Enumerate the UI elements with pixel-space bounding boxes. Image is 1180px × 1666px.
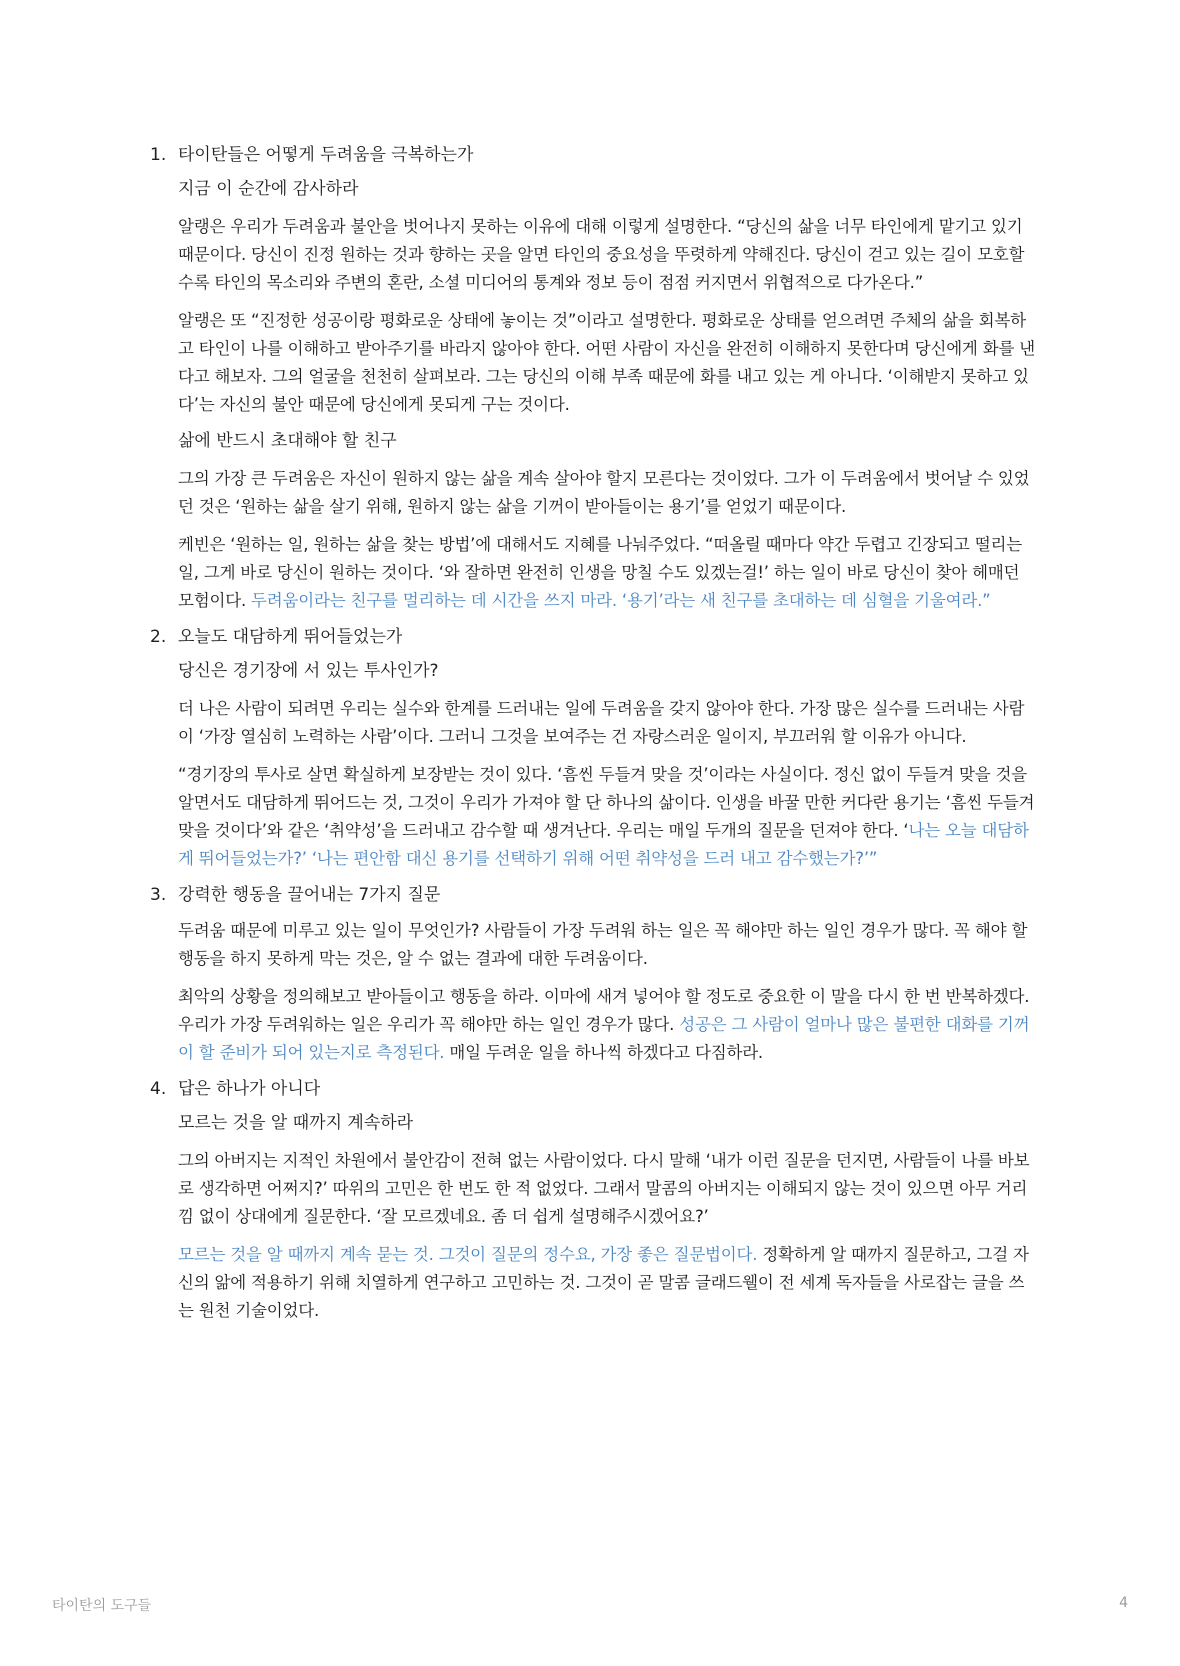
subheading: 삶에 반드시 초대해야 할 친구 bbox=[178, 431, 397, 451]
paragraph bbox=[178, 1241, 1040, 1325]
section-heading bbox=[150, 1077, 1040, 1101]
footer-book-title: 타이탄의 도구들 bbox=[52, 1598, 152, 1614]
paragraph bbox=[178, 761, 1040, 873]
paragraph-text: “경기장의 투사로 살면 확실하게 보장받는 것이 있다. ‘흠씬 두들겨 맞을 것’이라는 사실이다. 정신 없이 두들겨 맞을 것을 알면서도 대담하게 뛰어드는 것, 그것이 우리가 가져야 할 단 하나의 삶이다. 인생을 바꿀 만한 커다란 용기는 ‘흠씬 두들겨 맞을 것이다’와 같은 ‘취약성’을 드러내고 감수할 때 생겨난다. 우리는 매일 두개의 질문을 던져야 한다. ‘ bbox=[178, 765, 1035, 840]
subheading: 모르는 것을 알 때까지 계속하라 bbox=[178, 1113, 414, 1133]
section-body bbox=[178, 659, 1040, 873]
highlighted-text: 두려움이라는 친구를 멀리하는 데 시간을 쓰지 마라. ‘용기’라는 새 친구를 초대하는 데 심혈을 기울여라.” bbox=[251, 591, 991, 610]
section-body bbox=[178, 177, 1040, 615]
highlighted-text: 나는 오늘 대담하게 뛰어들었는가?’ ‘나는 편안함 대신 용기를 선택하기 위해 어떤 취약성을 드러 내고 감수했는가?’” bbox=[178, 821, 1029, 868]
section-4 bbox=[150, 1077, 1040, 1325]
paragraph: 그의 가장 큰 두려움은 자신이 원하지 않는 삶을 계속 살아야 할지 모른다는 것이었다. 그가 이 두려움에서 벗어날 수 있었던 것은 ‘원하는 삶을 살기 위해, 원하지 않는 삶을 기꺼이 받아들이는 용기’를 얻었기 때문이다. bbox=[178, 469, 1030, 516]
section-body bbox=[178, 1111, 1040, 1325]
section-number: 1. bbox=[150, 145, 167, 165]
section-number: 3. bbox=[150, 885, 167, 905]
paragraph: 그의 아버지는 지적인 차원에서 불안감이 전혀 없는 사람이었다. 다시 말해 ‘내가 이런 질문을 던지면, 사람들이 나를 바보로 생각하면 어쩌지?’ 따위의 고민은 한 번도 한 적 없었다. 그래서 말콤의 아버지는 이해되지 않는 것이 있으면 아무 거리낌 없이 상대에게 질문한다. ‘잘 모르겠네요. 좀 더 쉽게 설명해주시겠어요?’ bbox=[178, 1151, 1030, 1226]
subheading: 당신은 경기장에 서 있는 투사인가? bbox=[178, 661, 439, 681]
section-title: 타이탄들은 어떻게 두려움을 극복하는가 bbox=[178, 145, 474, 165]
paragraph-text: 매일 두려운 일을 하나씩 하겠다고 다짐하라. bbox=[444, 1043, 763, 1062]
section-heading bbox=[150, 883, 1040, 907]
section-3 bbox=[150, 883, 1040, 1067]
section-title: 오늘도 대담하게 뛰어들었는가 bbox=[178, 627, 403, 647]
paragraph bbox=[178, 983, 1040, 1067]
paragraph-text: 정확하게 알 때까지 질문하고, 그걸 자신의 앎에 적용하기 위해 치열하게 연구하고 고민하는 것. 그것이 곧 말콤 글래드웰이 전 세계 독자들을 사로잡는 글을 쓰는 원천 기술이었다. bbox=[178, 1245, 1029, 1320]
paragraph-text: 케빈은 ‘원하는 일, 원하는 삶을 찾는 방법’에 대해서도 지혜를 나눠주었다. “떠올릴 때마다 약간 두렵고 긴장되고 떨리는 일, 그게 바로 당신이 원하는 것이다. ‘와 잘하면 완전히 인생을 망칠 수도 있겠는걸!’ 하는 일이 바로 당신이 찾아 헤매던 모험이다. bbox=[178, 535, 1022, 610]
section-body bbox=[178, 917, 1040, 1067]
document-body bbox=[150, 143, 1040, 1335]
section-number: 4. bbox=[150, 1079, 167, 1099]
section-title: 답은 하나가 아니다 bbox=[178, 1079, 321, 1099]
section-heading bbox=[150, 143, 1040, 167]
paragraph-text: 최악의 상황을 정의해보고 받아들이고 행동을 하라. 이마에 새겨 넣어야 할 정도로 중요한 이 말을 다시 한 번 반복하겠다. 우리가 가장 두려워하는 일은 우리가 꼭 해야만 하는 일인 경우가 많다. bbox=[178, 987, 1030, 1034]
section-number: 2. bbox=[150, 627, 167, 647]
section-2 bbox=[150, 625, 1040, 873]
paragraph: 알랭은 또 “진정한 성공이랑 평화로운 상태에 놓이는 것”이라고 설명한다. 평화로운 상태를 얻으려면 주체의 삶을 회복하고 타인이 나를 이해하고 받아주기를 바라지 않아야 한다. 어떤 사람이 자신을 완전히 이해하지 못한다며 당신에게 화를 낸다고 해보자. 그의 얼굴을 천천히 살펴보라. 그는 당신의 이해 부족 때문에 화를 내고 있는 게 아니다. ‘이해받지 못하고 있다’는 자신의 불안 때문에 당신에게 못되게 구는 것이다. bbox=[178, 311, 1035, 414]
section-title: 강력한 행동을 끌어내는 7가지 질문 bbox=[178, 885, 441, 905]
paragraph: 더 나은 사람이 되려면 우리는 실수와 한계를 드러내는 일에 두려움을 갖지 않아야 한다. 가장 많은 실수를 드러내는 사람이 ‘가장 열심히 노력하는 사람’이다. 그러니 그것을 보여주는 건 자랑스러운 일이지, 부끄러워 할 이유가 아니다. bbox=[178, 699, 1025, 746]
section-heading bbox=[150, 625, 1040, 649]
paragraph bbox=[178, 531, 1040, 615]
subheading: 지금 이 순간에 감사하라 bbox=[178, 179, 359, 199]
paragraph: 두려움 때문에 미루고 있는 일이 무엇인가? 사람들이 가장 두려워 하는 일은 꼭 해야만 하는 일인 경우가 많다. 꼭 해야 할 행동을 하지 못하게 막는 것은, 알 수 없는 결과에 대한 두려움이다. bbox=[178, 921, 1028, 968]
footer-page-number: 4 bbox=[1119, 1595, 1128, 1611]
paragraph: 알랭은 우리가 두려움과 불안을 벗어나지 못하는 이유에 대해 이렇게 설명한다. “당신의 삶을 너무 타인에게 맡기고 있기 때문이다. 당신이 진정 원하는 것과 향하는 곳을 알면 타인의 중요성을 뚜렷하게 약해진다. 당신이 걷고 있는 길이 모호할수록 타인의 목소리와 주변의 혼란, 소셜 미디어의 통계와 정보 등이 점점 커지면서 위협적으로 다가온다.” bbox=[178, 217, 1025, 292]
section-1 bbox=[150, 143, 1040, 615]
highlighted-text: 모르는 것을 알 때까지 계속 묻는 것. 그것이 질문의 정수요, 가장 좋은 질문법이다. bbox=[178, 1245, 758, 1264]
highlighted-text: 성공은 그 사람이 얼마나 많은 불편한 대화를 기꺼이 할 준비가 되어 있는지로 측정된다. bbox=[178, 1015, 1030, 1062]
